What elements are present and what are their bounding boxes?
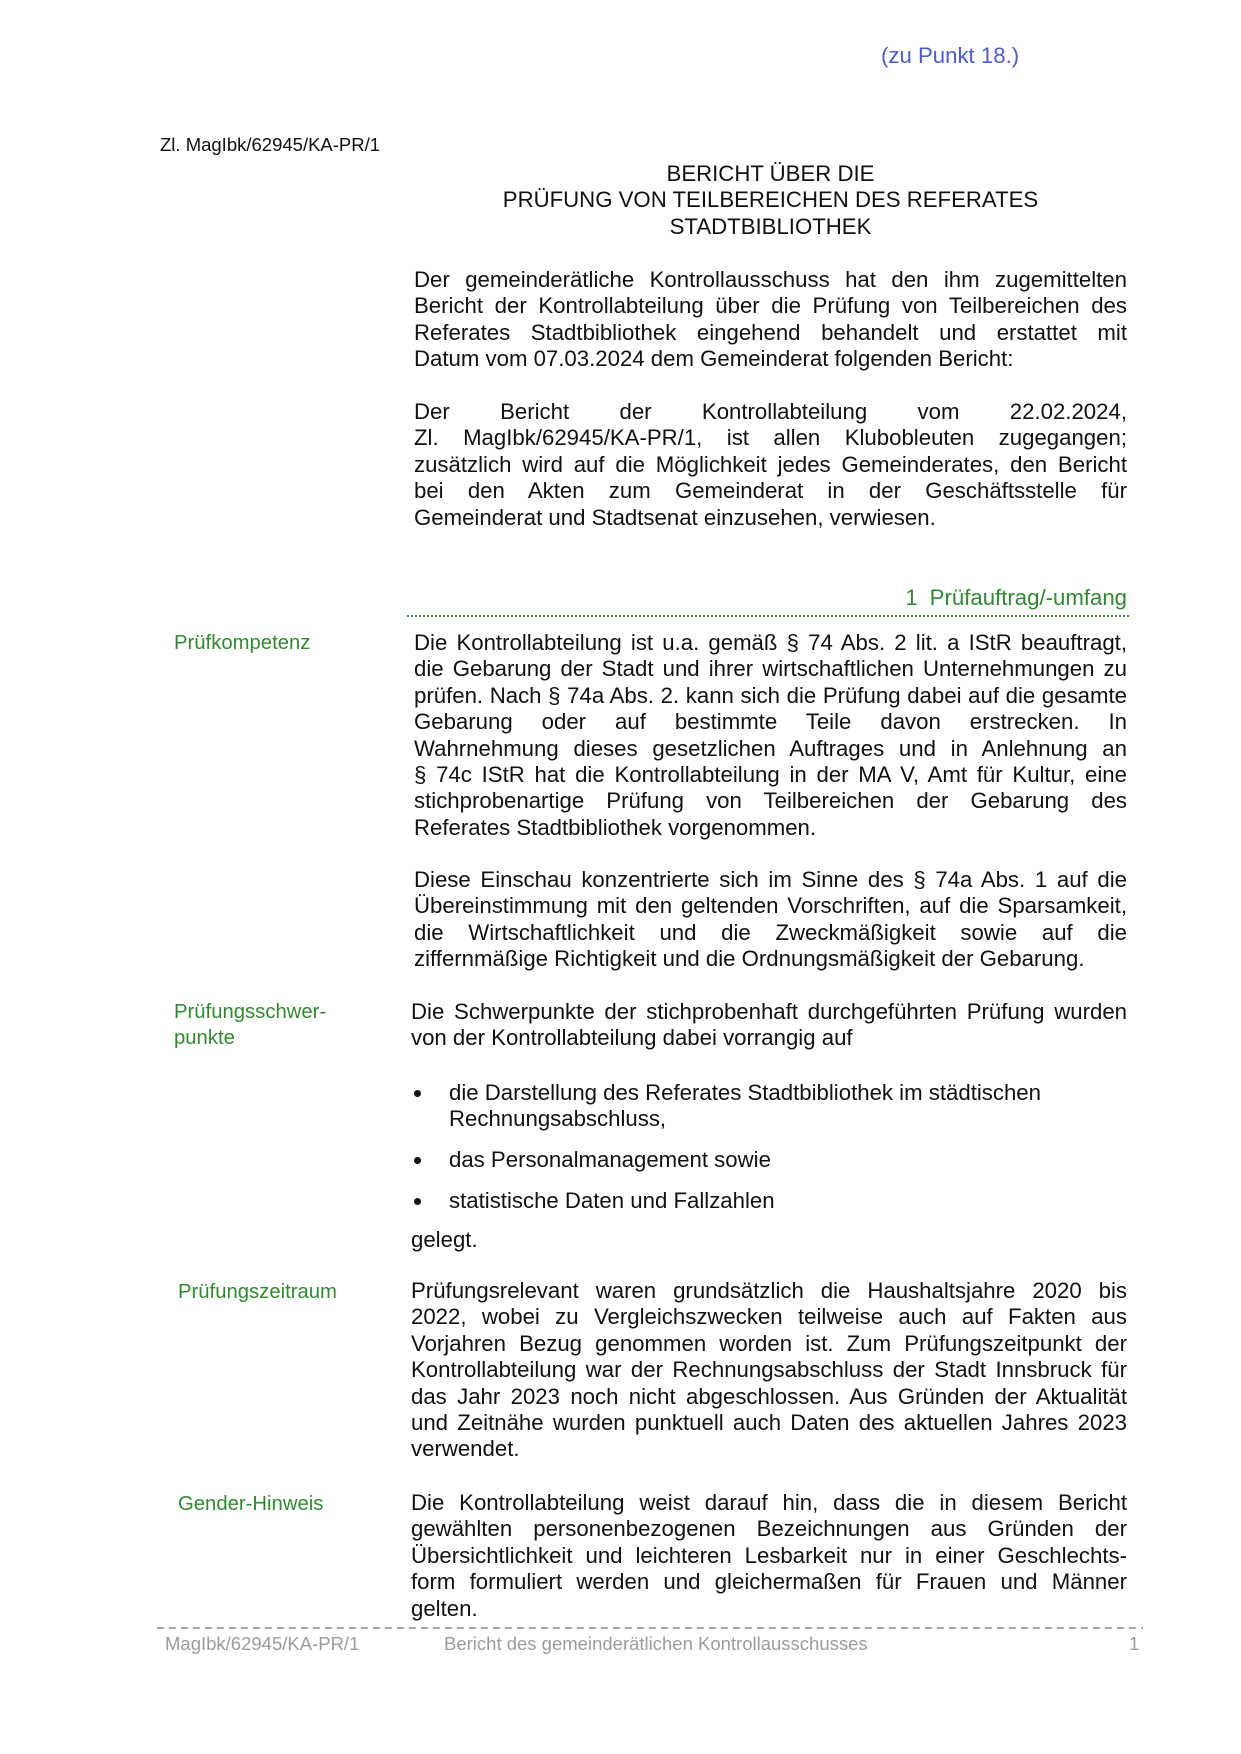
bullet-icon xyxy=(414,1157,421,1164)
text-line: Zl. MagIbk/62945/KA-PR/1, ist allen Klubobleuten zugegangen; xyxy=(414,425,1127,451)
intro-paragraph-1 xyxy=(414,267,1127,373)
text-line: verwendet. xyxy=(411,1436,520,1462)
text-line: Diese Einschau konzentrierte sich im Sinne des § 74a Abs. 1 auf die xyxy=(414,867,1127,892)
text-line: das Jahr 2023 noch nicht abgeschlossen. Aus Gründen der Aktualität xyxy=(411,1383,1127,1409)
text-line: Der Bericht der Kontrollabteilung vom 22.02.2024, xyxy=(414,399,1127,424)
text-line: die Gebarung der Stadt und ihrer wirtschaftlichen Unternehmungen zu xyxy=(414,656,1127,682)
section-heading xyxy=(414,585,1127,611)
bullet-item xyxy=(411,1080,1127,1133)
footer-divider xyxy=(157,1627,1143,1629)
label-line: Prüfungsschwer- xyxy=(174,1001,327,1023)
text-line: 2022, wobei zu Vergleichszwecken teilweise auch auf Fakten aus xyxy=(411,1304,1127,1330)
margin-label-gender: Gender-Hinweis xyxy=(178,1493,324,1515)
margin-label-schwerpunkte xyxy=(174,999,326,1051)
zeitraum-paragraph xyxy=(411,1278,1127,1463)
bullet-text xyxy=(449,1080,1127,1133)
text-line: Kontrollabteilung war der Rechnungsabschluss der Stadt Innsbruck für xyxy=(411,1357,1127,1383)
text-line: Übereinstimmung mit den geltenden Vorschriften, auf die Sparsamkeit, xyxy=(414,893,1127,919)
section-title: Prüfauftrag/-umfang xyxy=(929,585,1127,610)
agenda-reference: (zu Punkt 18.) xyxy=(881,43,1020,68)
schwerpunkte-closing: gelegt. xyxy=(411,1227,478,1252)
title-line: BERICHT ÜBER DIE xyxy=(666,161,875,186)
text-line: zusätzlich wird auf die Möglichkeit jedes Gemeinderates, den Bericht xyxy=(414,451,1127,477)
bullet-text xyxy=(449,1188,1127,1214)
text-line: prüfen. Nach § 74a Abs. 2. kann sich die Prüfung dabei auf die gesamte xyxy=(414,682,1127,708)
text-line: Gebarung oder auf bestimmte Teile davon erstrecken. In xyxy=(414,709,1127,735)
text-line: Die Kontrollabteilung ist u.a. gemäß § 74 Abs. 2 lit. a IStR beauftragt, xyxy=(414,630,1127,655)
bullet-icon xyxy=(414,1090,421,1097)
text-line: Referates Stadtbibliothek vorgenommen. xyxy=(414,814,817,840)
text-line: Gemeinderat und Stadtsenat einzusehen, verwiesen. xyxy=(414,504,936,530)
text-line: Die Schwerpunkte der stichprobenhaft durchgeführten Prüfung wurden xyxy=(411,999,1127,1024)
text-line: form formuliert werden und gleichermaßen für Frauen und Männer xyxy=(411,1569,1127,1595)
report-title xyxy=(414,161,1127,240)
title-line: PRÜFUNG VON TEILBEREICHEN DES REFERATES xyxy=(502,187,1039,213)
text-line: Vorjahren Bezug genommen worden ist. Zum Prüfungszeitpunkt der xyxy=(411,1330,1127,1356)
label-line: punkte xyxy=(174,1027,235,1049)
text-line: Bericht der Kontrollabteilung über die Prüfung von Teilbereichen des xyxy=(414,293,1127,319)
intro-paragraph-2 xyxy=(414,399,1127,531)
section-number: 1 xyxy=(905,585,918,610)
text-line: Übersichtlichkeit und leichteren Lesbarkeit nur in einer Geschlechts- xyxy=(411,1542,1127,1568)
gender-paragraph xyxy=(411,1490,1127,1622)
page-number: 1 xyxy=(1129,1633,1140,1654)
text-line: von der Kontrollabteilung dabei vorrangig auf xyxy=(411,1025,853,1051)
title-line: STADTBIBLIOTHEK xyxy=(669,213,872,239)
text-line: die Wirtschaftlichkeit und die Zweckmäßigkeit sowie auf die xyxy=(414,919,1127,945)
pruefkompetenz-paragraph-2 xyxy=(414,867,1127,973)
file-number: Zl. MagIbk/62945/KA-PR/1 xyxy=(160,134,381,155)
margin-label-zeitraum: Prüfungszeitraum xyxy=(178,1281,337,1303)
bullet-item xyxy=(411,1188,1127,1214)
text-line: bei den Akten zum Gemeinderat in der Geschäftsstelle für xyxy=(414,478,1127,504)
pruefkompetenz-paragraph-1 xyxy=(414,630,1127,841)
bullet-text xyxy=(449,1147,1127,1173)
text-line: statistische Daten und Fallzahlen xyxy=(449,1188,775,1213)
text-line: Der gemeinderätliche Kontrollausschuss hat den ihm zugemittelten xyxy=(414,267,1127,292)
text-line: Wahrnehmung dieses gesetzlichen Auftrages und in Anlehnung an xyxy=(414,735,1127,761)
text-line: gewählten personenbezogenen Bezeichnungen aus Gründen der xyxy=(411,1516,1127,1542)
text-line: Prüfungsrelevant waren grundsätzlich die Haushaltsjahre 2020 bis xyxy=(411,1278,1127,1303)
text-line: und Zeitnähe wurden punktuell auch Daten des aktuellen Jahres 2023 xyxy=(411,1410,1127,1436)
text-line: Die Kontrollabteilung weist darauf hin, dass die in diesem Bericht xyxy=(411,1490,1127,1515)
text-line: stichprobenartige Prüfung von Teilbereichen der Gebarung des xyxy=(414,788,1127,814)
footer-title: Bericht des gemeinderätlichen Kontrollausschusses xyxy=(444,1633,868,1654)
text-line: die Darstellung des Referates Stadtbibliothek im städtischen xyxy=(449,1080,1041,1105)
text-line: gelten. xyxy=(411,1595,478,1621)
text-line: Rechnungsabschluss, xyxy=(449,1106,667,1132)
text-line: § 74c IStR hat die Kontrollabteilung in der MA V, Amt für Kultur, eine xyxy=(414,762,1127,788)
bullet-icon xyxy=(414,1198,421,1205)
section-divider xyxy=(407,615,1129,617)
text-line: das Personalmanagement sowie xyxy=(449,1147,771,1172)
margin-label-pruefkompetenz: Prüfkompetenz xyxy=(174,632,311,654)
footer-file-number: MagIbk/62945/KA-PR/1 xyxy=(165,1633,360,1654)
bullet-item xyxy=(411,1147,1127,1173)
schwerpunkte-paragraph xyxy=(411,999,1127,1052)
text-line: Datum vom 07.03.2024 dem Gemeinderat folgenden Bericht: xyxy=(414,346,1014,372)
text-line: Referates Stadtbibliothek eingehend behandelt und erstattet mit xyxy=(414,319,1127,345)
text-line: ziffernmäßige Richtigkeit und die Ordnungsmäßigkeit der Gebarung. xyxy=(414,946,1085,972)
